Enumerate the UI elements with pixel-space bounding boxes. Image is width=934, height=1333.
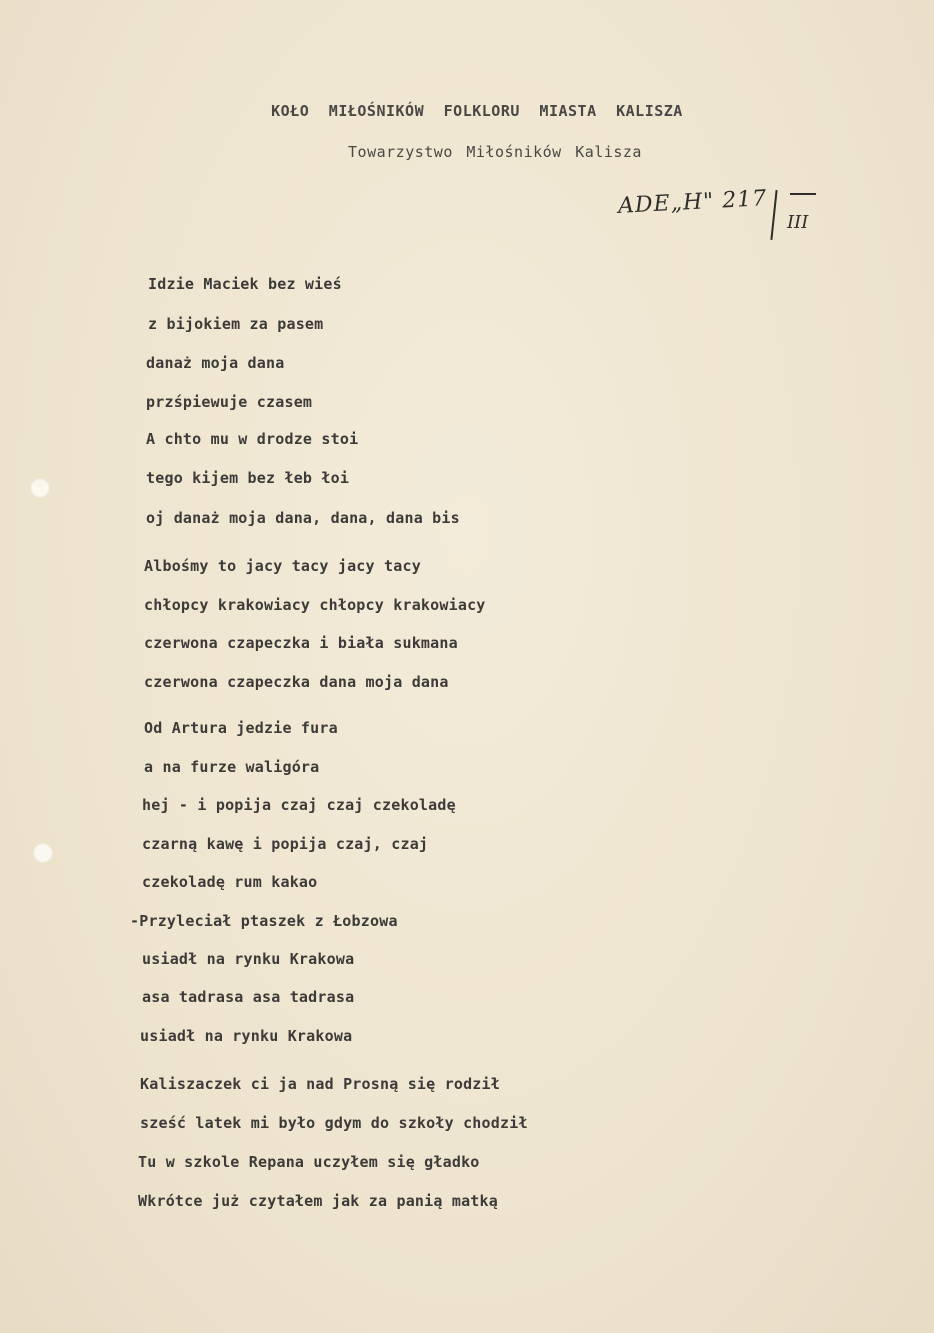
reference-overline xyxy=(790,193,816,195)
verse-line: asa tadrasa asa tadrasa xyxy=(142,988,355,1006)
verse-line: przśpiewuje czasem xyxy=(146,393,313,411)
verse-line: Idzie Maciek bez wieś xyxy=(148,275,342,293)
verse-line: Tu w szkole Repana uczyłem się gładko xyxy=(138,1153,480,1171)
verse-line: czerwona czapeczka i biała sukmana xyxy=(144,634,458,652)
verse-line: Kaliszaczek ci ja nad Prosną się rodził xyxy=(140,1075,500,1093)
verse-line: danaż moja dana xyxy=(146,354,285,372)
document-subtitle: Towarzystwo Miłośników Kalisza xyxy=(348,143,642,161)
verse-line: a na furze waligóra xyxy=(144,758,320,776)
document-title: KOŁO MIŁOŚNIKÓW FOLKLORU MIASTA KALISZA xyxy=(271,102,683,120)
verse-line: tego kijem bez łeb łoi xyxy=(146,469,350,487)
verse-line: usiadł na rynku Krakowa xyxy=(142,950,355,968)
verse-line: czekoladę rum kakao xyxy=(142,873,318,891)
verse-line: -Przyleciał ptaszek z Łobzowa xyxy=(130,912,398,930)
verse-line: Albośmy to jacy tacy jacy tacy xyxy=(144,557,421,575)
archive-reference-mark: ADE„H" 217 xyxy=(617,186,768,219)
verse-line: czerwona czapeczka dana moja dana xyxy=(144,673,449,691)
verse-line: usiadł na rynku Krakowa xyxy=(140,1027,353,1045)
verse-line: Wkrótce już czytałem jak za panią matką xyxy=(138,1192,498,1210)
verse-line: chłopcy krakowiacy chłopcy krakowiacy xyxy=(144,596,486,614)
verse-line: z bijokiem za pasem xyxy=(148,315,324,333)
reference-divider xyxy=(770,190,777,240)
verse-line: Od Artura jedzie fura xyxy=(144,719,338,737)
punch-hole xyxy=(30,478,50,498)
verse-line: hej - i popija czaj czaj czekoladę xyxy=(142,796,456,814)
punch-hole xyxy=(33,843,53,863)
verse-line: czarną kawę i popija czaj, czaj xyxy=(142,835,429,853)
verse-line: sześć latek mi było gdym do szkoły chodził xyxy=(140,1114,528,1132)
archive-reference-sub: III xyxy=(787,212,809,233)
verse-line: oj danaż moja dana, dana, dana bis xyxy=(146,509,460,527)
verse-line: A chto mu w drodze stoi xyxy=(146,430,359,448)
